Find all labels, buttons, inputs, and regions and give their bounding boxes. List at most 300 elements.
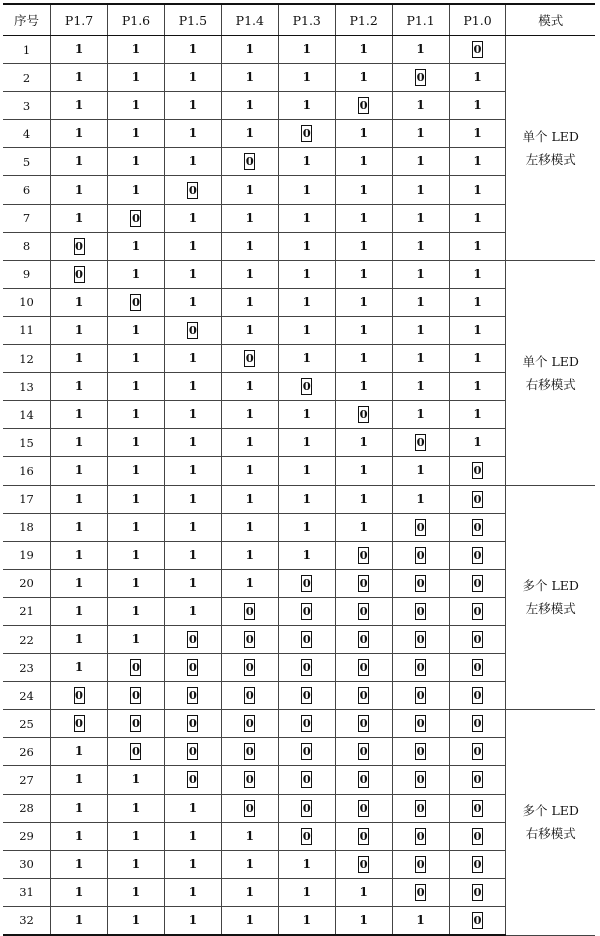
bit-cell: [449, 625, 506, 653]
bit-cell: [221, 485, 278, 513]
bit-cell: [392, 597, 449, 625]
bit-value: 1: [188, 491, 198, 506]
bit-cell: [108, 373, 165, 401]
bit-cell: [449, 710, 506, 738]
bit-value-boxed-zero: 0: [131, 744, 140, 759]
bit-cell: [51, 288, 108, 316]
row-index: 13: [3, 373, 51, 401]
bit-cell: [392, 766, 449, 794]
bit-value-boxed-zero: 0: [359, 716, 368, 731]
bit-value: 1: [74, 322, 84, 337]
row-index: 5: [3, 148, 51, 176]
bit-cell: [449, 906, 506, 935]
bit-value-boxed-zero: 0: [359, 575, 368, 590]
bit-cell: [108, 92, 165, 120]
bit-cell: [392, 457, 449, 485]
bit-value-boxed-zero: 0: [245, 660, 254, 675]
bit-cell: [449, 345, 506, 373]
bit-cell: [392, 429, 449, 457]
bit-cell: [278, 766, 335, 794]
bit-cell: [392, 738, 449, 766]
bit-cell: [335, 288, 392, 316]
bit-cell: [221, 260, 278, 288]
row-index: 11: [3, 316, 51, 344]
bit-cell: [51, 176, 108, 204]
bit-cell: [392, 541, 449, 569]
bit-value: 1: [188, 856, 198, 871]
bit-cell: [335, 822, 392, 850]
mode-label-line2: 左移模式: [525, 151, 576, 167]
bit-cell: [51, 906, 108, 935]
bit-value-boxed-zero: 0: [416, 547, 425, 562]
bit-cell: [164, 597, 221, 625]
bit-cell: [164, 906, 221, 935]
bit-value: 1: [302, 547, 311, 562]
bit-cell: [221, 794, 278, 822]
bit-value: 1: [131, 266, 141, 281]
bit-value-boxed-zero: 0: [473, 716, 482, 731]
bit-value: 1: [473, 266, 482, 281]
bit-cell: [392, 878, 449, 906]
bit-value: 1: [74, 435, 84, 450]
bit-value: 1: [416, 42, 425, 57]
bit-value: 1: [131, 772, 141, 787]
bit-cell: [108, 176, 165, 204]
bit-cell: [221, 654, 278, 682]
bit-value: 1: [131, 884, 141, 899]
bit-value-boxed-zero: 0: [131, 210, 140, 225]
bit-value-boxed-zero: 0: [302, 828, 311, 843]
bit-cell: [335, 710, 392, 738]
bit-cell: [164, 457, 221, 485]
bit-value: 1: [131, 407, 141, 422]
row-index: 27: [3, 766, 51, 794]
bit-value: 1: [131, 322, 141, 337]
bit-cell: [449, 232, 506, 260]
bit-cell: [164, 766, 221, 794]
bit-cell: [221, 429, 278, 457]
bit-cell: [335, 120, 392, 148]
bit-cell: [221, 232, 278, 260]
bit-value-boxed-zero: 0: [302, 772, 311, 787]
bit-value: 1: [359, 238, 368, 253]
bit-cell: [335, 232, 392, 260]
mode-label-line1: 多个 LED: [522, 803, 579, 819]
bit-cell: [449, 260, 506, 288]
bit-cell: [108, 64, 165, 92]
bit-cell: [278, 569, 335, 597]
header-p1-0: P1.0: [449, 4, 506, 36]
bit-cell: [164, 260, 221, 288]
bit-cell: [278, 906, 335, 935]
bit-value: 1: [359, 266, 368, 281]
bit-value: 1: [188, 379, 198, 394]
bit-cell: [51, 457, 108, 485]
bit-value: 1: [245, 856, 254, 871]
bit-value: 1: [188, 70, 198, 85]
bit-value-boxed-zero: 0: [416, 828, 425, 843]
bit-value-boxed-zero: 0: [131, 660, 140, 675]
bit-value: 1: [359, 379, 368, 394]
bit-value-boxed-zero: 0: [473, 856, 482, 871]
bit-cell: [164, 794, 221, 822]
bit-cell: [278, 822, 335, 850]
bit-cell: [164, 64, 221, 92]
bit-cell: [335, 64, 392, 92]
bit-cell: [51, 541, 108, 569]
bit-cell: [164, 513, 221, 541]
bit-cell: [108, 569, 165, 597]
bit-cell: [221, 541, 278, 569]
bit-value: 1: [188, 351, 198, 366]
bit-cell: [335, 541, 392, 569]
bit-cell: [278, 260, 335, 288]
bit-value-boxed-zero: 0: [245, 154, 254, 169]
bit-cell: [278, 738, 335, 766]
bit-value: 1: [131, 603, 141, 618]
bit-cell: [278, 682, 335, 710]
bit-value: 1: [245, 182, 254, 197]
bit-value: 1: [245, 463, 254, 478]
bit-value: 1: [188, 828, 198, 843]
bit-value: 1: [188, 603, 198, 618]
bit-value: 1: [131, 800, 141, 815]
bit-cell: [335, 794, 392, 822]
bit-cell: [278, 92, 335, 120]
bit-value: 1: [245, 884, 254, 899]
bit-cell: [278, 204, 335, 232]
mode-cell: [506, 36, 595, 261]
bit-value-boxed-zero: 0: [473, 660, 482, 675]
bit-cell: [221, 288, 278, 316]
bit-cell: [51, 850, 108, 878]
bit-cell: [392, 710, 449, 738]
mode-label-line2: 右移模式: [525, 826, 576, 842]
bit-cell: [278, 148, 335, 176]
row-index: 26: [3, 738, 51, 766]
bit-value: 1: [473, 154, 482, 169]
bit-cell: [108, 429, 165, 457]
bit-value: 1: [131, 182, 141, 197]
bit-value: 1: [74, 294, 84, 309]
bit-value-boxed-zero: 0: [188, 632, 197, 647]
bit-value: 1: [131, 154, 141, 169]
bit-value-boxed-zero: 0: [359, 772, 368, 787]
bit-value: 1: [473, 379, 482, 394]
bit-value: 1: [188, 238, 198, 253]
bit-value-boxed-zero: 0: [416, 603, 425, 618]
bit-value: 1: [131, 828, 141, 843]
bit-cell: [108, 654, 165, 682]
bit-cell: [221, 64, 278, 92]
row-index: 28: [3, 794, 51, 822]
bit-value: 1: [188, 42, 198, 57]
bit-cell: [449, 682, 506, 710]
bit-cell: [108, 541, 165, 569]
bit-cell: [392, 36, 449, 64]
bit-value: 1: [188, 547, 198, 562]
bit-value: 1: [416, 210, 425, 225]
bit-value: 1: [416, 238, 425, 253]
bit-value: 1: [473, 322, 482, 337]
bit-cell: [164, 541, 221, 569]
bit-cell: [108, 766, 165, 794]
bit-value-boxed-zero: 0: [302, 660, 311, 675]
bit-value: 1: [74, 351, 84, 366]
bit-value: 1: [302, 266, 311, 281]
led-pattern-table: [3, 3, 595, 936]
bit-value-boxed-zero: 0: [302, 716, 311, 731]
bit-value: 1: [359, 210, 368, 225]
bit-value: 1: [416, 407, 425, 422]
bit-value: 1: [359, 70, 368, 85]
bit-cell: [278, 36, 335, 64]
bit-value-boxed-zero: 0: [473, 547, 482, 562]
bit-cell: [449, 485, 506, 513]
bit-cell: [278, 457, 335, 485]
bit-value-boxed-zero: 0: [188, 322, 197, 337]
bit-cell: [164, 485, 221, 513]
bit-value: 1: [302, 322, 311, 337]
bit-value-boxed-zero: 0: [473, 491, 482, 506]
bit-value: 1: [188, 210, 198, 225]
row-index: 8: [3, 232, 51, 260]
bit-value: 1: [245, 98, 254, 113]
bit-value: 1: [131, 70, 141, 85]
bit-cell: [335, 682, 392, 710]
row-index: 4: [3, 120, 51, 148]
bit-value-boxed-zero: 0: [359, 660, 368, 675]
bit-cell: [221, 682, 278, 710]
bit-value: 1: [74, 70, 84, 85]
bit-value: 1: [74, 98, 84, 113]
bit-cell: [51, 682, 108, 710]
bit-cell: [335, 878, 392, 906]
bit-value: 1: [302, 435, 311, 450]
bit-cell: [51, 654, 108, 682]
bit-cell: [278, 485, 335, 513]
bit-value-boxed-zero: 0: [245, 716, 254, 731]
bit-cell: [449, 36, 506, 64]
bit-cell: [392, 485, 449, 513]
bit-value-boxed-zero: 0: [245, 632, 254, 647]
bit-cell: [221, 401, 278, 429]
bit-value: 1: [74, 154, 84, 169]
bit-cell: [449, 120, 506, 148]
bit-cell: [51, 204, 108, 232]
bit-cell: [221, 345, 278, 373]
bit-value: 1: [416, 322, 425, 337]
bit-value: 1: [245, 519, 254, 534]
bit-cell: [449, 654, 506, 682]
bit-cell: [221, 148, 278, 176]
bit-cell: [278, 345, 335, 373]
bit-cell: [278, 850, 335, 878]
bit-cell: [51, 710, 108, 738]
row-index: 10: [3, 288, 51, 316]
bit-value: 1: [74, 42, 84, 57]
bit-value: 1: [416, 294, 425, 309]
bit-cell: [51, 766, 108, 794]
bit-cell: [221, 316, 278, 344]
bit-value: 1: [473, 238, 482, 253]
header-mode: 模式: [506, 4, 595, 36]
bit-cell: [51, 738, 108, 766]
bit-value: 1: [245, 294, 254, 309]
bit-cell: [278, 176, 335, 204]
bit-value: 1: [188, 435, 198, 450]
bit-value-boxed-zero: 0: [188, 688, 197, 703]
table-row: [3, 36, 595, 64]
mode-label-line1: 多个 LED: [522, 578, 579, 594]
bit-value-boxed-zero: 0: [359, 632, 368, 647]
bit-cell: [51, 878, 108, 906]
bit-value: 1: [359, 126, 368, 141]
bit-value: 1: [302, 884, 311, 899]
header-p1-4: P1.4: [221, 4, 278, 36]
bit-value: 1: [302, 42, 311, 57]
row-index: 29: [3, 822, 51, 850]
bit-cell: [278, 710, 335, 738]
bit-value-boxed-zero: 0: [473, 575, 482, 590]
bit-cell: [221, 569, 278, 597]
bit-value: 1: [74, 547, 84, 562]
bit-value: 1: [74, 856, 84, 871]
bit-cell: [392, 345, 449, 373]
bit-cell: [108, 316, 165, 344]
bit-value-boxed-zero: 0: [473, 688, 482, 703]
bit-cell: [108, 232, 165, 260]
bit-value-boxed-zero: 0: [473, 603, 482, 618]
bit-value: 1: [74, 182, 84, 197]
bit-value: 1: [131, 547, 141, 562]
bit-cell: [164, 738, 221, 766]
bit-cell: [335, 36, 392, 64]
bit-cell: [108, 513, 165, 541]
bit-value: 1: [74, 800, 84, 815]
row-index: 25: [3, 710, 51, 738]
bit-cell: [392, 148, 449, 176]
bit-value-boxed-zero: 0: [473, 772, 482, 787]
bit-value: 1: [131, 491, 141, 506]
bit-cell: [221, 766, 278, 794]
bit-cell: [108, 457, 165, 485]
bit-cell: [108, 794, 165, 822]
mode-label-line2: 右移模式: [525, 376, 576, 392]
bit-cell: [108, 850, 165, 878]
bit-cell: [108, 148, 165, 176]
bit-cell: [221, 513, 278, 541]
bit-value-boxed-zero: 0: [416, 660, 425, 675]
row-index: 3: [3, 92, 51, 120]
bit-cell: [449, 176, 506, 204]
header-p1-1: P1.1: [392, 4, 449, 36]
bit-value-boxed-zero: 0: [416, 772, 425, 787]
mode-label-line2: 左移模式: [525, 601, 576, 617]
bit-cell: [335, 513, 392, 541]
bit-value-boxed-zero: 0: [359, 603, 368, 618]
bit-cell: [278, 541, 335, 569]
bit-value-boxed-zero: 0: [473, 828, 482, 843]
bit-value-boxed-zero: 0: [416, 70, 425, 85]
bit-cell: [449, 373, 506, 401]
bit-value: 1: [416, 182, 425, 197]
bit-value: 1: [74, 744, 84, 759]
bit-cell: [335, 457, 392, 485]
bit-cell: [335, 176, 392, 204]
bit-value-boxed-zero: 0: [131, 294, 140, 309]
bit-cell: [51, 401, 108, 429]
bit-cell: [392, 373, 449, 401]
bit-cell: [449, 316, 506, 344]
bit-value-boxed-zero: 0: [416, 688, 425, 703]
bit-cell: [335, 485, 392, 513]
bit-cell: [108, 682, 165, 710]
bit-value: 1: [302, 519, 311, 534]
bit-cell: [221, 906, 278, 935]
bit-cell: [164, 569, 221, 597]
bit-value: 1: [131, 856, 141, 871]
bit-value: 1: [473, 126, 482, 141]
bit-cell: [278, 597, 335, 625]
bit-value: 1: [74, 660, 84, 675]
bit-value: 1: [302, 912, 311, 927]
bit-cell: [392, 822, 449, 850]
bit-value: 1: [74, 912, 84, 927]
bit-cell: [51, 569, 108, 597]
bit-value: 1: [131, 351, 141, 366]
bit-cell: [164, 878, 221, 906]
bit-cell: [164, 373, 221, 401]
bit-cell: [51, 64, 108, 92]
header-index: 序号: [3, 4, 51, 36]
bit-value: 1: [416, 463, 425, 478]
bit-cell: [335, 850, 392, 878]
bit-cell: [449, 513, 506, 541]
bit-value-boxed-zero: 0: [245, 351, 254, 366]
bit-cell: [449, 569, 506, 597]
bit-cell: [278, 429, 335, 457]
bit-cell: [449, 794, 506, 822]
bit-cell: [164, 204, 221, 232]
bit-value: 1: [74, 126, 84, 141]
bit-cell: [335, 260, 392, 288]
row-index: 9: [3, 260, 51, 288]
bit-cell: [449, 429, 506, 457]
bit-value-boxed-zero: 0: [473, 519, 482, 534]
bit-cell: [164, 710, 221, 738]
bit-value-boxed-zero: 0: [245, 688, 254, 703]
bit-cell: [221, 710, 278, 738]
bit-value: 1: [74, 463, 84, 478]
bit-value: 1: [245, 210, 254, 225]
bit-cell: [392, 316, 449, 344]
bit-cell: [51, 120, 108, 148]
bit-value: 1: [359, 491, 368, 506]
bit-cell: [51, 794, 108, 822]
bit-value-boxed-zero: 0: [245, 603, 254, 618]
bit-cell: [51, 36, 108, 64]
bit-value: 1: [131, 575, 141, 590]
bit-value: 1: [245, 828, 254, 843]
table-row: [3, 485, 595, 513]
bit-cell: [164, 288, 221, 316]
bit-value: 1: [245, 238, 254, 253]
bit-value-boxed-zero: 0: [473, 463, 482, 478]
bit-cell: [221, 204, 278, 232]
bit-value: 1: [74, 519, 84, 534]
bit-value: 1: [245, 912, 254, 927]
